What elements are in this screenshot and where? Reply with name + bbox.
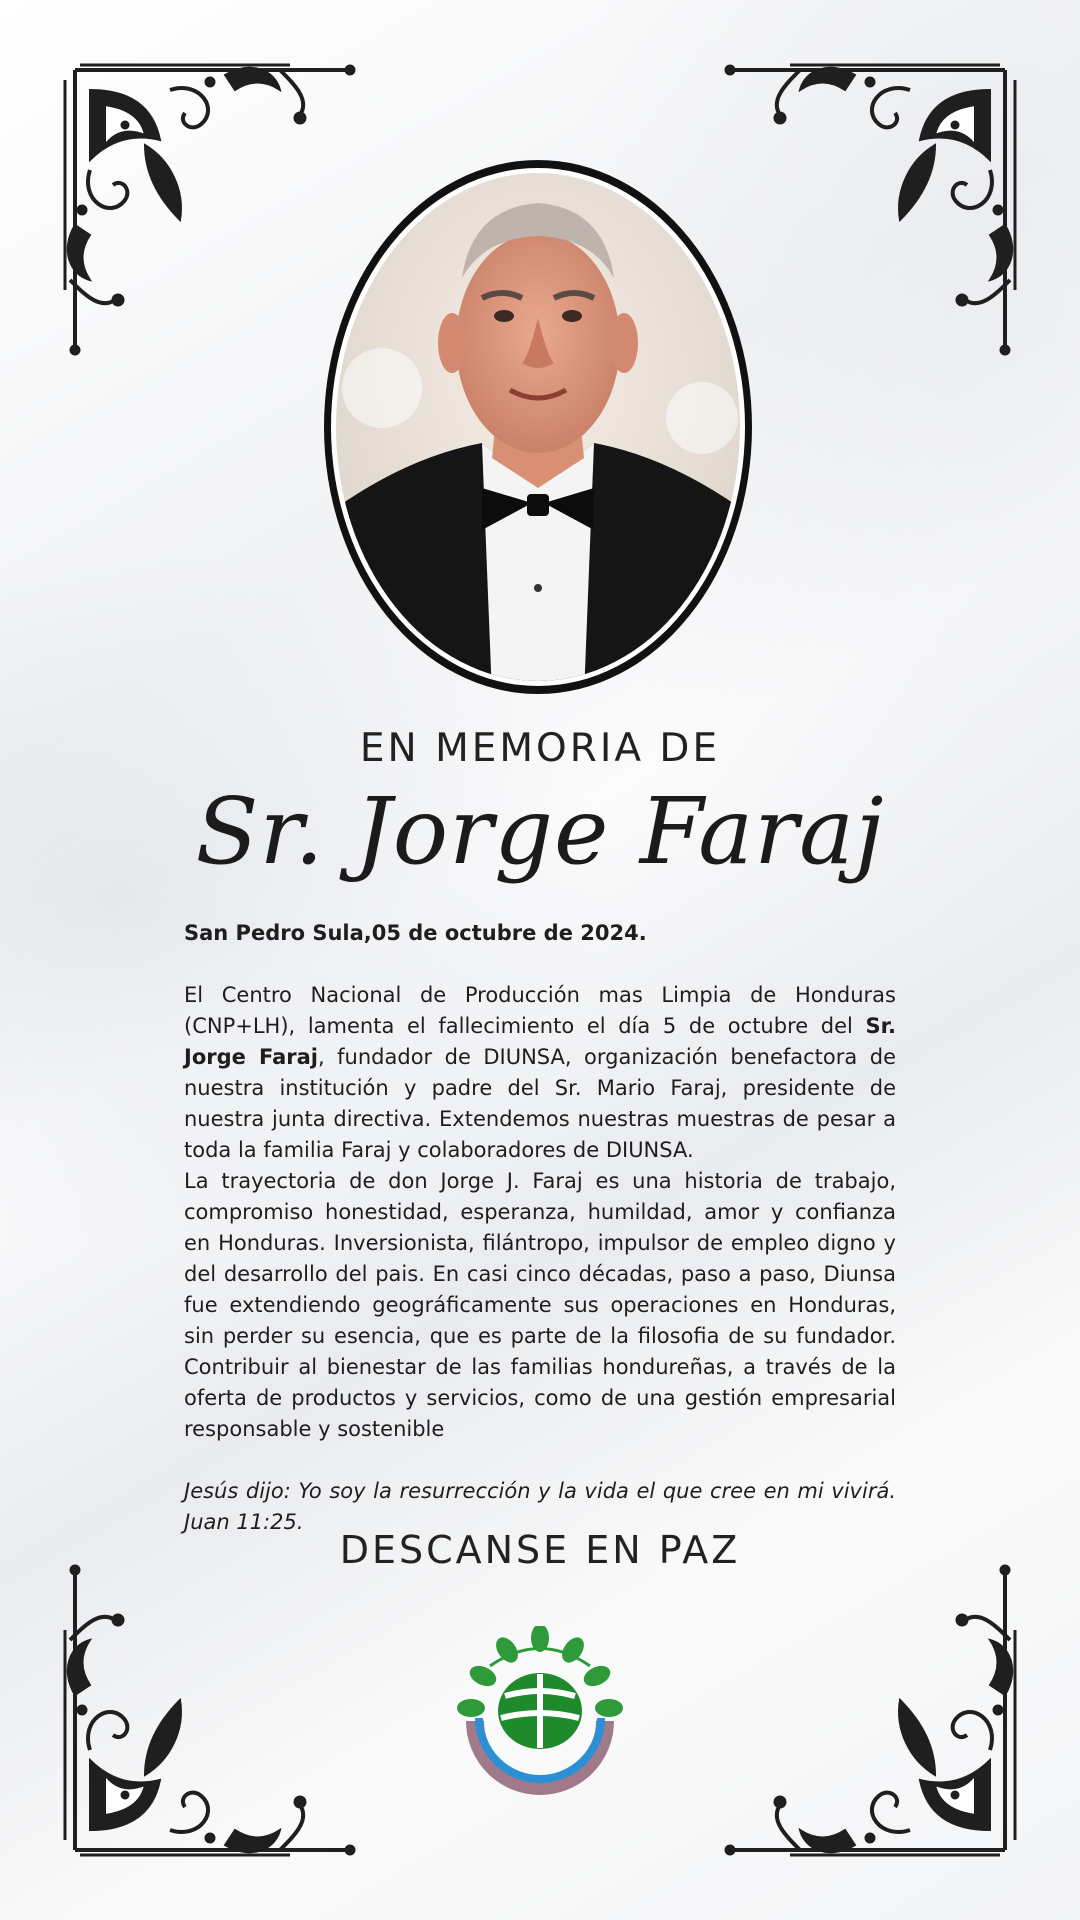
paragraph-announcement — [184, 980, 896, 1166]
bible-quote: Jesús dijo: Yo soy la resurrección y la vida el que cree en mi vivirá. Juan 11:25. — [184, 1479, 896, 1534]
paragraph-trajectory: La trayectoria de don Jorge J. Faraj es una historia de trabajo, compromiso honestidad, esperanza, humildad, amor y confianza en Honduras. Inversionista, filántropo, impulsor de empleo digno y del desarrollo del pais. En casi cinco décadas, paso a paso, Diunsa fue extendiendo geográficamente sus operaciones en Honduras, sin perder su esencia, que es parte de la filosofia de su fundador. Contribuir al bienestar de las familias hondureñas, a través de la oferta de productos y servicios, como de una gestión empresarial responsable y sostenible — [184, 1169, 896, 1441]
ornamental-corner-icon — [710, 50, 1030, 370]
name-bold: Sr. Jorge Faraj — [184, 1014, 896, 1069]
page-heading: EN MEMORIA DE — [359, 726, 721, 771]
ornamental-corner-icon — [710, 1550, 1030, 1870]
deceased-name: Sr. Jorge Faraj — [195, 778, 885, 885]
date-line: San Pedro Sula,05 de octubre de 2024. — [184, 921, 647, 945]
paragraph-text: El Centro Nacional de Producción mas Limpia de Honduras (CNP+LH), lamenta el fallecimiento el día 5 de octubre del — [184, 983, 896, 1038]
ornamental-corner-icon — [50, 1550, 370, 1870]
closing-text: DESCANSE EN PAZ — [339, 1528, 741, 1572]
paragraph-text: , fundador de DIUNSA, organización benefactora de nuestra institución y padre del Sr. Mario Faraj, presidente de nuestra junta directiva. Extendemos nuestras muestras de pesar a toda la familia Faraj y colaboradores de DIUNSA. — [184, 1045, 896, 1162]
obituary-content — [184, 918, 896, 1538]
cnp-lh-logo-icon — [455, 1626, 625, 1796]
portrait-photo — [322, 158, 754, 696]
